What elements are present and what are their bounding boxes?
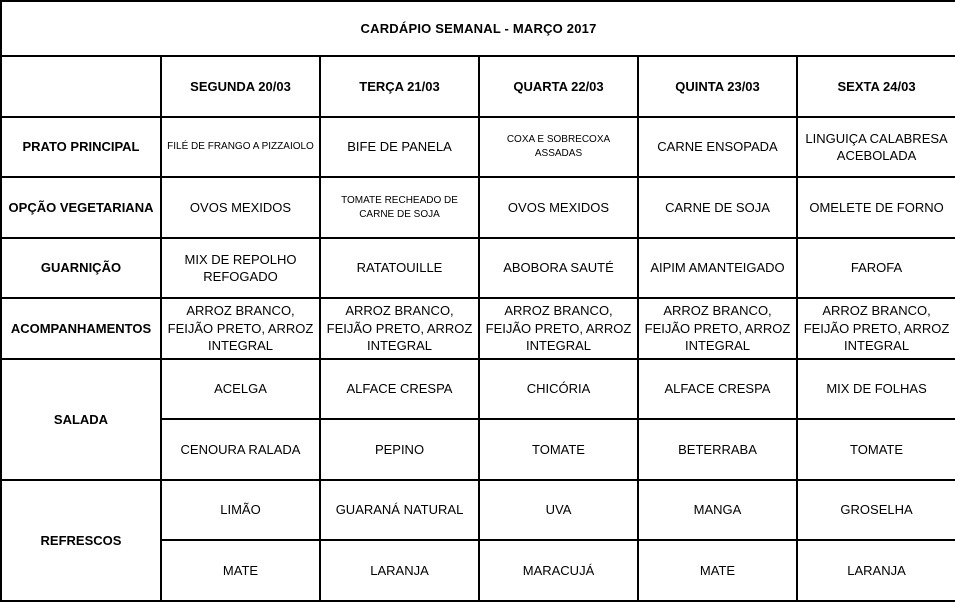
menu-cell: TOMATE <box>479 419 638 480</box>
column-header-segunda: SEGUNDA 20/03 <box>161 56 320 117</box>
row-label-prato-principal: PRATO PRINCIPAL <box>1 117 161 178</box>
menu-cell: LINGUIÇA CALABRESA ACEBOLADA <box>797 117 955 178</box>
menu-cell: MANGA <box>638 480 797 541</box>
row-label-opcao-vegetariana: OPÇÃO VEGETARIANA <box>1 177 161 238</box>
corner-empty-cell <box>1 56 161 117</box>
menu-cell: MARACUJÁ <box>479 540 638 601</box>
column-header-quinta: QUINTA 23/03 <box>638 56 797 117</box>
menu-cell: ARROZ BRANCO, FEIJÃO PRETO, ARROZ INTEGRAL <box>161 298 320 359</box>
row-label-acompanhamentos: ACOMPANHAMENTOS <box>1 298 161 359</box>
menu-cell: ACELGA <box>161 359 320 420</box>
menu-cell: ALFACE CRESPA <box>320 359 479 420</box>
menu-cell: GUARANÁ NATURAL <box>320 480 479 541</box>
menu-cell: ARROZ BRANCO, FEIJÃO PRETO, ARROZ INTEGRAL <box>479 298 638 359</box>
menu-cell: BETERRABA <box>638 419 797 480</box>
menu-cell: MIX DE FOLHAS <box>797 359 955 420</box>
menu-title: CARDÁPIO SEMANAL - MARÇO 2017 <box>1 1 955 56</box>
menu-cell: AIPIM AMANTEIGADO <box>638 238 797 299</box>
menu-cell: UVA <box>479 480 638 541</box>
menu-cell: LARANJA <box>797 540 955 601</box>
menu-cell: OMELETE DE FORNO <box>797 177 955 238</box>
menu-cell: ABOBORA SAUTÉ <box>479 238 638 299</box>
menu-cell: COXA E SOBRECOXA ASSADAS <box>479 117 638 178</box>
menu-cell: PEPINO <box>320 419 479 480</box>
menu-cell: OVOS MEXIDOS <box>479 177 638 238</box>
menu-cell: FAROFA <box>797 238 955 299</box>
menu-cell: OVOS MEXIDOS <box>161 177 320 238</box>
menu-cell: CARNE ENSOPADA <box>638 117 797 178</box>
column-header-quarta: QUARTA 22/03 <box>479 56 638 117</box>
row-label-salada: SALADA <box>1 359 161 480</box>
menu-cell: MATE <box>161 540 320 601</box>
menu-cell: TOMATE RECHEADO DE CARNE DE SOJA <box>320 177 479 238</box>
menu-cell: ARROZ BRANCO, FEIJÃO PRETO, ARROZ INTEGRAL <box>797 298 955 359</box>
column-header-terca: TERÇA 21/03 <box>320 56 479 117</box>
column-header-sexta: SEXTA 24/03 <box>797 56 955 117</box>
menu-cell: CARNE DE SOJA <box>638 177 797 238</box>
menu-cell: MATE <box>638 540 797 601</box>
menu-cell: LARANJA <box>320 540 479 601</box>
menu-cell: CENOURA RALADA <box>161 419 320 480</box>
menu-cell: FILÉ DE FRANGO A PIZZAIOLO <box>161 117 320 178</box>
menu-cell: LIMÃO <box>161 480 320 541</box>
menu-cell: RATATOUILLE <box>320 238 479 299</box>
row-label-guarnicao: GUARNIÇÃO <box>1 238 161 299</box>
menu-cell: BIFE DE PANELA <box>320 117 479 178</box>
menu-cell: MIX DE REPOLHO REFOGADO <box>161 238 320 299</box>
menu-cell: ARROZ BRANCO, FEIJÃO PRETO, ARROZ INTEGRAL <box>320 298 479 359</box>
row-label-refrescos: REFRESCOS <box>1 480 161 601</box>
menu-cell: ALFACE CRESPA <box>638 359 797 420</box>
menu-cell: CHICÓRIA <box>479 359 638 420</box>
menu-cell: TOMATE <box>797 419 955 480</box>
menu-cell: ARROZ BRANCO, FEIJÃO PRETO, ARROZ INTEGRAL <box>638 298 797 359</box>
menu-cell: GROSELHA <box>797 480 955 541</box>
